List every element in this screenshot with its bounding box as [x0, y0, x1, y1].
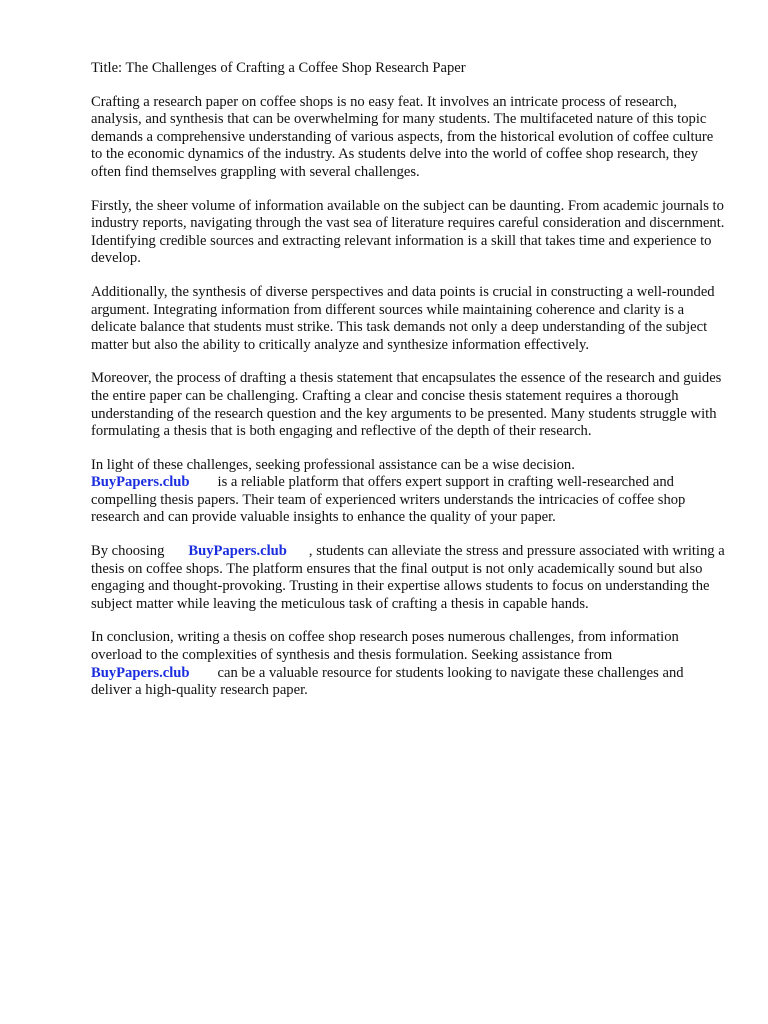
choosing-lead-text: By choosing [91, 543, 165, 560]
paragraph-intro: Crafting a research paper on coffee shops is no easy feat. It involves an intricate process of research, analysis, and synthesis that can be overwhelming for many students. The multifaceted nature of this topic demands a comprehensive understanding of various aspects, from the historical evolution of coffee culture to the economic dynamics of the industry. As students delve into the world of coffee shop research, they often find themselves grappling with several challenges. [91, 93, 714, 180]
paragraph-volume: Firstly, the sheer volume of information available on the subject can be daunting. From academic journals to industry reports, navigating through the vast sea of literature requires careful consideration and discernment. Identifying credible sources and extracting relevant information is a skill that takes time and experience to develop. [91, 197, 725, 267]
paragraph-thesis: Moreover, the process of drafting a thesis statement that encapsulates the essence of the research and guides the entire paper can be challenging. Crafting a clear and concise thesis statement requires a thorough understanding of the research question and the key arguments to be presented. Many students struggle with formulating a thesis that is both engaging and reflective of the depth of their research. [91, 370, 722, 440]
paragraph-assistance [91, 457, 726, 527]
conclusion-rest-text: can be a valuable resource for students looking to navigate these challenges and deliver a high-quality research paper. [91, 664, 684, 699]
paragraph-conclusion [91, 629, 726, 699]
choosing-rest-text: , students can alleviate the stress and pressure associated with writing a thesis on coffee shops. The platform ensures that the final output is not only academically sound but also engaging and thought-provoking. Trusting in their expertise allows students to focus on understanding the subject matter while leaving the meticulous task of crafting a thesis in capable hands. [91, 543, 725, 612]
assistance-intro-text: In light of these challenges, seeking professional assistance can be a wise decision. [91, 456, 575, 473]
paragraph-choosing [91, 543, 726, 613]
assistance-rest-text: is a reliable platform that offers expert support in crafting well-researched and compelling thesis papers. Their team of experienced writers understands the intricacies of coffee shop research and can provide valuable insights to enhance the quality of your paper. [91, 474, 686, 526]
document-page [91, 60, 726, 716]
buypapers-link-1[interactable]: BuyPapers.club [91, 474, 190, 491]
buypapers-link-2[interactable]: BuyPapers.club [188, 543, 287, 560]
document-title: Title: The Challenges of Crafting a Coffee Shop Research Paper [91, 60, 466, 76]
conclusion-lead-text: In conclusion, writing a thesis on coffee shop research poses numerous challenges, from information overload to the complexities of synthesis and thesis formulation. Seeking assistance from [91, 629, 679, 664]
paragraph-synthesis: Additionally, the synthesis of diverse perspectives and data points is crucial in constructing a well-rounded argument. Integrating information from different sources while maintaining coherence and clarity is a delicate balance that students must strike. This task demands not only a deep understanding of the subject matter but also the ability to critically analyze and synthesize information effectively. [91, 283, 715, 353]
buypapers-link-3[interactable]: BuyPapers.club [91, 664, 190, 681]
